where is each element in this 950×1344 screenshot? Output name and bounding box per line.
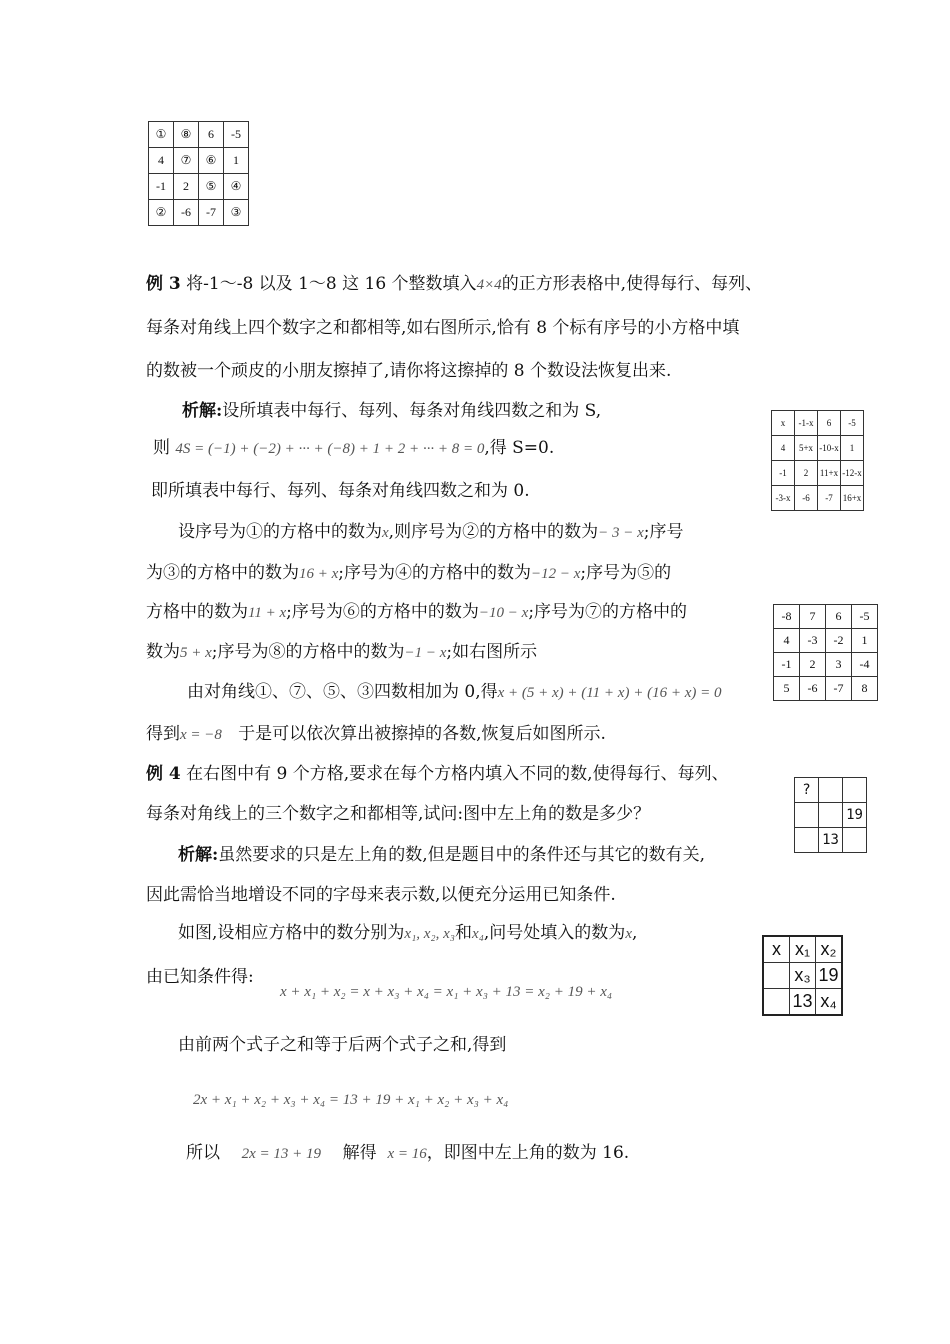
grid-cell: -1-x xyxy=(795,411,818,436)
grid-row xyxy=(149,122,249,148)
text: 在右图中有 9 个方格,要求在每个方格内填入不同的数,使得每行、每列、 xyxy=(180,764,729,784)
grid-cell xyxy=(819,778,843,803)
grid-cell: 1 xyxy=(841,436,864,461)
math: 4×4 xyxy=(476,277,502,293)
grid-row xyxy=(774,677,878,701)
text: , xyxy=(631,923,638,943)
grid-cell: ① xyxy=(149,122,174,148)
text: 如图,设相应方格中的数分别为 xyxy=(178,923,405,943)
grid-cell: 4 xyxy=(149,148,174,174)
grid-cell: 8 xyxy=(852,677,878,701)
grid-cell: ⑦ xyxy=(174,148,199,174)
grid-cell: 5 xyxy=(774,677,800,701)
solution-3-line-3: 即所填表中每行、每列、每条对角线四数之和为 0. xyxy=(151,481,530,501)
grid-cell: ⑤ xyxy=(199,174,224,200)
grid-cell: 3 xyxy=(826,653,852,677)
text: 将-1～-8 以及 1～8 这 16 个整数填入 xyxy=(180,274,477,294)
math: 2x = 13 + 19 xyxy=(241,1146,322,1162)
grid-cell xyxy=(763,963,790,989)
grid-cell: -8 xyxy=(774,605,800,629)
grid-cell: -7 xyxy=(826,677,852,701)
grid-cell: -2 xyxy=(826,629,852,653)
grid-row xyxy=(772,411,864,436)
math: x + (5 + x) + (11 + x) + (16 + x) = 0 xyxy=(497,685,722,701)
solution-3-line-6 xyxy=(146,601,687,624)
magic-square-algebraic xyxy=(771,410,864,511)
grid-cell: -5 xyxy=(852,605,878,629)
solution-4-label: 析解: xyxy=(178,845,219,865)
grid-cell: 7 xyxy=(800,605,826,629)
grid-cell: 13 xyxy=(790,989,816,1016)
text: 解得 xyxy=(342,1143,377,1163)
math: x + x₁ + x₂ = x + x₃ + x₄ = x₁ + x₃ + 13 = x₂ + 19 + x₄ xyxy=(280,984,613,1000)
grid-row xyxy=(149,174,249,200)
solution-4-line-3 xyxy=(178,922,637,945)
text: 和 xyxy=(455,923,473,943)
grid-cell: 2 xyxy=(174,174,199,200)
grid-cell: 4 xyxy=(774,629,800,653)
grid-row xyxy=(772,461,864,486)
solution-4-line-4: 由已知条件得: xyxy=(146,967,254,987)
grid-cell: ⑥ xyxy=(199,148,224,174)
text: 设所填表中每行、每列、每条对角线四数之和为 S, xyxy=(222,401,602,421)
grid-cell: 13 xyxy=(819,828,843,853)
math: 11 + x xyxy=(248,605,287,621)
grid-row xyxy=(795,803,867,828)
grid-cell: ? xyxy=(795,778,819,803)
solution-3-line-7 xyxy=(146,641,537,664)
grid-cell: -10-x xyxy=(818,436,841,461)
grid-cell: x xyxy=(772,411,795,436)
grid-cell xyxy=(795,828,819,853)
grid-row xyxy=(763,989,842,1016)
grid-cell: ④ xyxy=(224,174,249,200)
grid-cell: x₁ xyxy=(790,936,816,963)
solution-3-line-9 xyxy=(146,723,606,746)
text: 所以 xyxy=(186,1143,220,1163)
example-3-line-3: 的数被一个顽皮的小朋友擦掉了,请你将这擦掉的 8 个数设法恢复出来. xyxy=(146,361,672,381)
grid-cell: ⑧ xyxy=(174,122,199,148)
grid-cell xyxy=(843,828,867,853)
example-4-label: 例 4 xyxy=(146,764,181,784)
text: ;如右图所示 xyxy=(446,642,538,662)
math: x xyxy=(625,926,632,942)
grid-cell: 16+x xyxy=(841,486,864,511)
math: 4S = (−1) + (−2) + ··· + (−8) + 1 + 2 + ··· + 8 = 0 xyxy=(175,441,485,457)
grid-row xyxy=(772,436,864,461)
grid-row xyxy=(795,828,867,853)
text: ;序号 xyxy=(643,522,684,542)
math: 5 + x xyxy=(180,645,212,661)
grid-cell: ③ xyxy=(224,200,249,226)
text: 数为 xyxy=(146,642,180,662)
solution-3-label: 析解: xyxy=(182,401,223,421)
example-3-label: 例 3 xyxy=(146,274,181,294)
grid-cell: -6 xyxy=(800,677,826,701)
text: ，即图中左上角的数为 16. xyxy=(426,1143,630,1163)
grid-cell: x₄ xyxy=(816,989,843,1016)
grid-row xyxy=(774,605,878,629)
solution-3-line-5 xyxy=(146,562,671,585)
magic-square-erased xyxy=(148,121,249,226)
text: ;序号为⑤的 xyxy=(580,563,672,583)
grid-cell: -1 xyxy=(149,174,174,200)
math: x₄ xyxy=(472,926,484,942)
math: x xyxy=(382,525,389,541)
math: − 3 − x xyxy=(598,525,644,541)
text: 由对角线①、⑦、⑤、③四数相加为 0,得 xyxy=(187,682,498,702)
text: ,问号处填入的数为 xyxy=(483,923,626,943)
grid-cell: 1 xyxy=(224,148,249,174)
grid-cell: -1 xyxy=(772,461,795,486)
math: −10 − x xyxy=(478,605,529,621)
example-4-line-2: 每条对角线上的三个数字之和都相等,试问:图中左上角的数是多少？ xyxy=(146,804,651,824)
solution-4-line-5: 由前两个式子之和等于后两个式子之和,得到 xyxy=(178,1035,507,1055)
text: ;序号为⑦的方格中的 xyxy=(528,602,688,622)
grid-row xyxy=(149,148,249,174)
grid-cell: -3 xyxy=(800,629,826,653)
grid-cell: -4 xyxy=(852,653,878,677)
grid-cell: 1 xyxy=(852,629,878,653)
grid-cell: 19 xyxy=(816,963,843,989)
grid-cell: ② xyxy=(149,200,174,226)
text: 为③的方格中的数为 xyxy=(146,563,299,583)
math: x₁, x₂, x₃ xyxy=(404,926,456,942)
grid-cell: 4 xyxy=(772,436,795,461)
solution-4-line-2: 因此需恰当地增设不同的字母来表示数,以便充分运用已知条件. xyxy=(146,885,616,905)
example-4-line-1 xyxy=(146,763,729,785)
solution-4-equation-1 xyxy=(280,980,612,1003)
grid-cell: -3-x xyxy=(772,486,795,511)
text: 虽然要求的只是左上角的数,但是题目中的条件还与其它的数有关, xyxy=(218,845,706,865)
grid-cell: 6 xyxy=(818,411,841,436)
text: ;序号为④的方格中的数为 xyxy=(338,563,532,583)
magic-square-3x3-variables xyxy=(762,935,843,1016)
magic-square-restored xyxy=(773,604,878,701)
text: 方格中的数为 xyxy=(146,602,248,622)
example-3-line-1 xyxy=(146,273,762,296)
grid-cell: 11+x xyxy=(818,461,841,486)
text: ,得 S=0. xyxy=(484,438,555,458)
grid-row xyxy=(774,653,878,677)
grid-row xyxy=(149,200,249,226)
grid-cell: 2 xyxy=(795,461,818,486)
grid-cell: 6 xyxy=(199,122,224,148)
math: 2x + x₁ + x₂ + x₃ + x₄ = 13 + 19 + x₁ + x₂ + x₃ + x₄ xyxy=(193,1092,509,1108)
grid-cell: -6 xyxy=(174,200,199,226)
text: ,则序号为②的方格中的数为 xyxy=(388,522,599,542)
solution-3-line-1 xyxy=(182,400,601,422)
grid-cell: x xyxy=(763,936,790,963)
grid-cell: -1 xyxy=(774,653,800,677)
grid-cell: -7 xyxy=(818,486,841,511)
text: ;序号为⑥的方格中的数为 xyxy=(286,602,479,622)
math: −1 − x xyxy=(404,645,447,661)
text: 设序号为①的方格中的数为 xyxy=(178,522,382,542)
math: x = 16 xyxy=(387,1146,427,1162)
grid-row xyxy=(763,936,842,963)
grid-row xyxy=(795,778,867,803)
grid-cell: 5+x xyxy=(795,436,818,461)
grid-cell: -5 xyxy=(224,122,249,148)
text: 则 xyxy=(153,438,170,458)
grid-row xyxy=(774,629,878,653)
grid-cell: -7 xyxy=(199,200,224,226)
solution-4-equation-2 xyxy=(193,1088,508,1111)
example-3-line-2: 每条对角线上四个数字之和都相等,如右图所示,恰有 8 个标有序号的小方格中填 xyxy=(146,318,740,338)
text: 得到 xyxy=(146,724,180,744)
text: 的正方形表格中,使得每行、每列、 xyxy=(501,274,763,294)
math: x = −8 xyxy=(180,727,222,743)
grid-cell xyxy=(819,803,843,828)
grid-cell: 6 xyxy=(826,605,852,629)
grid-cell xyxy=(763,989,790,1016)
grid-cell: -6 xyxy=(795,486,818,511)
grid-cell xyxy=(843,778,867,803)
grid-cell: x₃ xyxy=(790,963,816,989)
text: ;序号为⑧的方格中的数为 xyxy=(211,642,405,662)
solution-3-line-2 xyxy=(153,437,554,460)
grid-cell: 2 xyxy=(800,653,826,677)
magic-square-3x3-question xyxy=(794,777,867,853)
grid-row xyxy=(772,486,864,511)
solution-3-line-4 xyxy=(178,521,683,544)
solution-3-line-8 xyxy=(187,681,721,704)
math: 16 + x xyxy=(299,566,339,582)
grid-row xyxy=(763,963,842,989)
math: −12 − x xyxy=(531,566,581,582)
grid-cell: x₂ xyxy=(816,936,843,963)
grid-cell: -5 xyxy=(841,411,864,436)
grid-cell: -12-x xyxy=(841,461,864,486)
text: 于是可以依次算出被擦掉的各数,恢复后如图所示. xyxy=(238,724,606,744)
solution-4-line-1 xyxy=(178,844,705,866)
solution-4-line-7 xyxy=(186,1142,629,1165)
grid-cell xyxy=(795,803,819,828)
grid-cell: 19 xyxy=(843,803,867,828)
